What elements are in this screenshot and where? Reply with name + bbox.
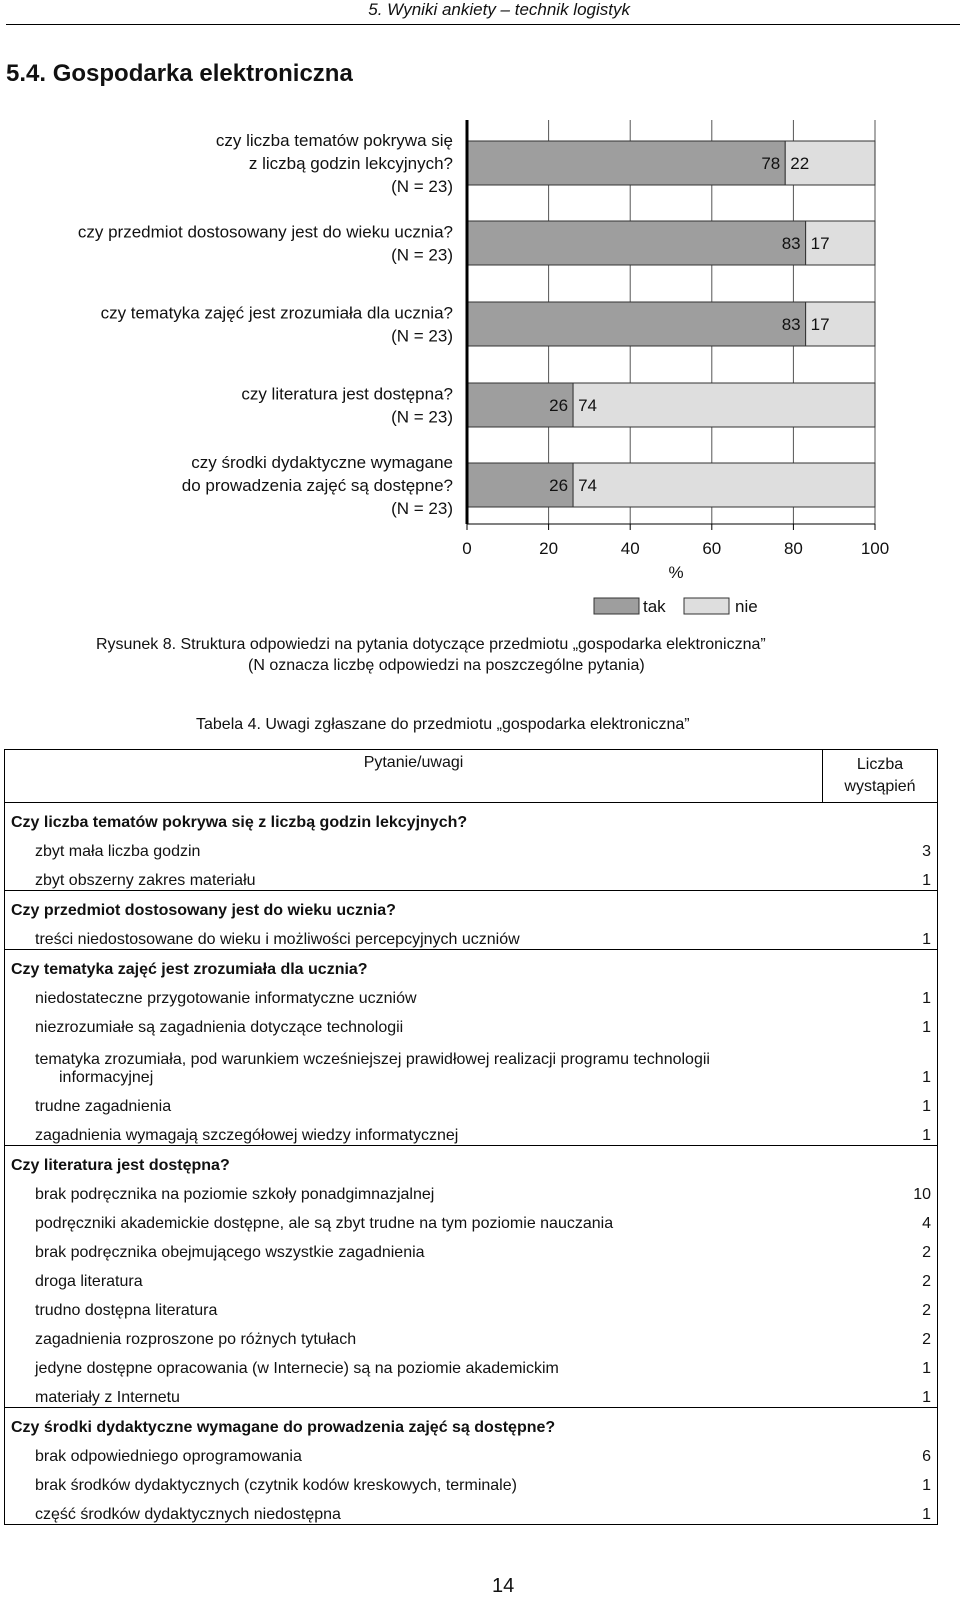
bar-segment-nie bbox=[573, 463, 875, 507]
remark-text bbox=[5, 979, 823, 1008]
group-count-empty bbox=[823, 803, 938, 833]
bar-segment-tak bbox=[467, 221, 806, 265]
data-label-nie: 17 bbox=[810, 315, 830, 334]
figure-caption bbox=[96, 634, 896, 676]
table-row bbox=[5, 1495, 938, 1525]
table-group-row bbox=[5, 891, 938, 921]
figure-caption-line2: (N oznacza liczbę odpowiedzi na poszczególne pytania) bbox=[248, 657, 645, 674]
legend-label-nie: nie bbox=[735, 597, 758, 616]
remark-text-line: zagadnienia wymagają szczegółowej wiedzy informatycznej bbox=[35, 1127, 459, 1144]
bar-segment-tak bbox=[467, 141, 785, 185]
remark-text bbox=[5, 1466, 823, 1495]
x-tick-label: 40 bbox=[620, 539, 640, 558]
remark-text-line: niezrozumiałe są zagadnienia dotyczące technologii bbox=[35, 1019, 404, 1036]
table-row bbox=[5, 1466, 938, 1495]
table-body bbox=[5, 803, 938, 1525]
table-row bbox=[5, 920, 938, 950]
stacked-bar-chart bbox=[0, 110, 960, 630]
remark-text-line: trudne zagadnienia bbox=[35, 1098, 172, 1115]
data-label-tak: 26 bbox=[549, 396, 569, 415]
remarks-table bbox=[4, 749, 938, 1525]
data-label-tak: 83 bbox=[781, 315, 801, 334]
figure-caption-line1: Rysunek 8. Struktura odpowiedzi na pytania dotyczące przedmiotu „gospodarka elektroniczna” bbox=[96, 636, 766, 653]
category-label: (N = 23) bbox=[391, 499, 453, 518]
data-label-tak: 83 bbox=[781, 234, 801, 253]
x-tick-label: 100 bbox=[860, 539, 890, 558]
remark-count: 2 bbox=[823, 1233, 938, 1262]
remark-count: 1 bbox=[823, 1466, 938, 1495]
category-label: czy liczba tematów pokrywa się bbox=[215, 131, 453, 150]
group-question: Czy liczba tematów pokrywa się z liczbą godzin lekcyjnych? bbox=[5, 803, 823, 833]
category-label: (N = 23) bbox=[391, 245, 453, 265]
remark-text bbox=[5, 920, 823, 950]
remark-text bbox=[5, 1008, 823, 1037]
x-tick-label: 20 bbox=[539, 539, 559, 558]
remark-count: 1 bbox=[823, 1378, 938, 1408]
table-row bbox=[5, 1037, 938, 1087]
remark-count: 1 bbox=[823, 1349, 938, 1378]
running-header: 5. Wyniki ankiety – technik logistyk bbox=[368, 0, 630, 19]
table-row bbox=[5, 1291, 938, 1320]
category-label: do prowadzenia zajęć są dostępne? bbox=[181, 476, 453, 495]
remark-text-line: trudno dostępna literatura bbox=[35, 1302, 218, 1319]
remark-text bbox=[5, 1262, 823, 1291]
category-label: z liczbą godzin lekcyjnych? bbox=[248, 154, 453, 173]
table-group-row bbox=[5, 803, 938, 833]
table-title: Tabela 4. Uwagi zgłaszane do przedmiotu „gospodarka elektroniczna” bbox=[196, 716, 690, 733]
bar-segment-nie bbox=[573, 383, 875, 427]
data-label-nie: 22 bbox=[790, 154, 810, 173]
remark-text-line: brak środków dydaktycznych (czytnik kodów kreskowych, terminale) bbox=[35, 1477, 517, 1494]
group-question: Czy tematyka zajęć jest zrozumiała dla ucznia? bbox=[5, 950, 823, 980]
table-row bbox=[5, 979, 938, 1008]
legend-label-tak: tak bbox=[643, 597, 666, 616]
remark-count: 6 bbox=[823, 1437, 938, 1466]
table-row bbox=[5, 1175, 938, 1204]
group-count-empty bbox=[823, 1408, 938, 1438]
remark-text bbox=[5, 1116, 823, 1146]
remark-count: 1 bbox=[823, 1116, 938, 1146]
table-row bbox=[5, 1437, 938, 1466]
table-header-count-line2: wystąpień bbox=[844, 778, 916, 795]
remark-count: 2 bbox=[823, 1262, 938, 1291]
remark-text bbox=[5, 1437, 823, 1466]
remark-text-line: brak odpowiedniego oprogramowania bbox=[35, 1448, 302, 1465]
remark-text-line: jedyne dostępne opracowania (w Internecie) są na poziomie akademickim bbox=[35, 1360, 559, 1377]
remark-text-line: zagadnienia rozproszone po różnych tytułach bbox=[35, 1331, 357, 1348]
table-header-question: Pytanie/uwagi bbox=[5, 750, 823, 803]
remark-count: 1 bbox=[823, 920, 938, 950]
category-label: (N = 23) bbox=[391, 407, 453, 427]
group-question: Czy przedmiot dostosowany jest do wieku ucznia? bbox=[5, 891, 823, 921]
remark-count: 2 bbox=[823, 1291, 938, 1320]
remark-count: 10 bbox=[823, 1175, 938, 1204]
category-label: (N = 23) bbox=[391, 177, 453, 196]
table-header-count-line1: Liczba bbox=[856, 756, 904, 773]
group-count-empty bbox=[823, 1146, 938, 1176]
table-row bbox=[5, 1087, 938, 1116]
section-title: 5.4. Gospodarka elektroniczna bbox=[6, 60, 353, 87]
remark-text bbox=[5, 1087, 823, 1116]
table-group-row bbox=[5, 1408, 938, 1438]
remark-count: 4 bbox=[823, 1204, 938, 1233]
data-label-nie: 74 bbox=[578, 396, 598, 415]
table-row bbox=[5, 1204, 938, 1233]
group-count-empty bbox=[823, 950, 938, 980]
table-row bbox=[5, 1233, 938, 1262]
remark-text bbox=[5, 1037, 823, 1087]
remark-text bbox=[5, 1378, 823, 1408]
data-label-nie: 74 bbox=[578, 476, 598, 495]
category-label: czy tematyka zajęć jest zrozumiała dla ucznia? bbox=[100, 303, 453, 323]
x-tick-label: 60 bbox=[702, 539, 722, 558]
remark-text bbox=[5, 861, 823, 891]
data-label-tak: 78 bbox=[761, 154, 781, 173]
remark-text-line: brak podręcznika na poziomie szkoły ponadgimnazjalnej bbox=[35, 1186, 435, 1203]
data-label-tak: 26 bbox=[549, 476, 569, 495]
table-row bbox=[5, 1378, 938, 1408]
table-header-count bbox=[823, 750, 938, 803]
category-label: (N = 23) bbox=[391, 326, 453, 346]
x-tick-label: 0 bbox=[462, 539, 472, 558]
group-count-empty bbox=[823, 891, 938, 921]
remark-text-line: niedostateczne przygotowanie informatyczne uczniów bbox=[35, 990, 417, 1007]
table-row bbox=[5, 1320, 938, 1349]
remark-text bbox=[5, 1291, 823, 1320]
table-row bbox=[5, 1349, 938, 1378]
remark-text bbox=[5, 832, 823, 861]
remark-count: 3 bbox=[823, 832, 938, 861]
remark-text bbox=[5, 1175, 823, 1204]
remark-count: 1 bbox=[823, 1087, 938, 1116]
legend-swatch-nie bbox=[684, 598, 729, 614]
table-row bbox=[5, 1116, 938, 1146]
remark-text-line: treści niedostosowane do wieku i możliwości percepcyjnych uczniów bbox=[35, 931, 520, 948]
remark-text-line: część środków dydaktycznych niedostępna bbox=[35, 1506, 341, 1523]
remark-text bbox=[5, 1320, 823, 1349]
legend-swatch-tak bbox=[594, 598, 639, 614]
remark-text-line: zbyt mała liczba godzin bbox=[35, 843, 201, 860]
data-label-nie: 17 bbox=[810, 234, 830, 253]
remark-count: 1 bbox=[823, 1008, 938, 1037]
table-group-row bbox=[5, 950, 938, 980]
remark-text bbox=[5, 1233, 823, 1262]
remark-text bbox=[5, 1349, 823, 1378]
remark-text-line: podręczniki akademickie dostępne, ale są zbyt trudne na tym poziomie nauczania bbox=[35, 1215, 614, 1232]
group-question: Czy literatura jest dostępna? bbox=[5, 1146, 823, 1176]
remark-count: 1 bbox=[823, 1495, 938, 1525]
table-row bbox=[5, 861, 938, 891]
bar-segment-tak bbox=[467, 302, 806, 346]
remark-text bbox=[5, 1495, 823, 1525]
group-question: Czy środki dydaktyczne wymagane do prowadzenia zajęć są dostępne? bbox=[5, 1408, 823, 1438]
remark-text-line: brak podręcznika obejmującego wszystkie zagadnienia bbox=[35, 1244, 425, 1261]
table-group-row bbox=[5, 1146, 938, 1176]
remark-text-line: droga literatura bbox=[35, 1273, 143, 1290]
remark-text-line: tematyka zrozumiała, pod warunkiem wcześniejszej prawidłowej realizacji programu technologii bbox=[35, 1051, 710, 1068]
header-rule bbox=[6, 24, 960, 25]
x-tick-label: 80 bbox=[783, 539, 803, 558]
page-number: 14 bbox=[492, 1575, 515, 1597]
table-row bbox=[5, 1262, 938, 1291]
table-row bbox=[5, 1008, 938, 1037]
remark-text bbox=[5, 1204, 823, 1233]
remark-text-continuation: informacyjnej bbox=[59, 1069, 154, 1086]
x-axis-label: % bbox=[668, 563, 684, 582]
remark-count: 2 bbox=[823, 1320, 938, 1349]
remark-count: 1 bbox=[823, 861, 938, 891]
category-label: czy środki dydaktyczne wymagane bbox=[191, 453, 453, 472]
remark-text-line: zbyt obszerny zakres materiału bbox=[35, 872, 256, 889]
remark-text-line: materiały z Internetu bbox=[35, 1389, 180, 1406]
category-label: czy przedmiot dostosowany jest do wieku ucznia? bbox=[77, 222, 453, 242]
remark-count: 1 bbox=[823, 1037, 938, 1087]
category-label: czy literatura jest dostępna? bbox=[241, 384, 453, 404]
table-row bbox=[5, 832, 938, 861]
remark-count: 1 bbox=[823, 979, 938, 1008]
